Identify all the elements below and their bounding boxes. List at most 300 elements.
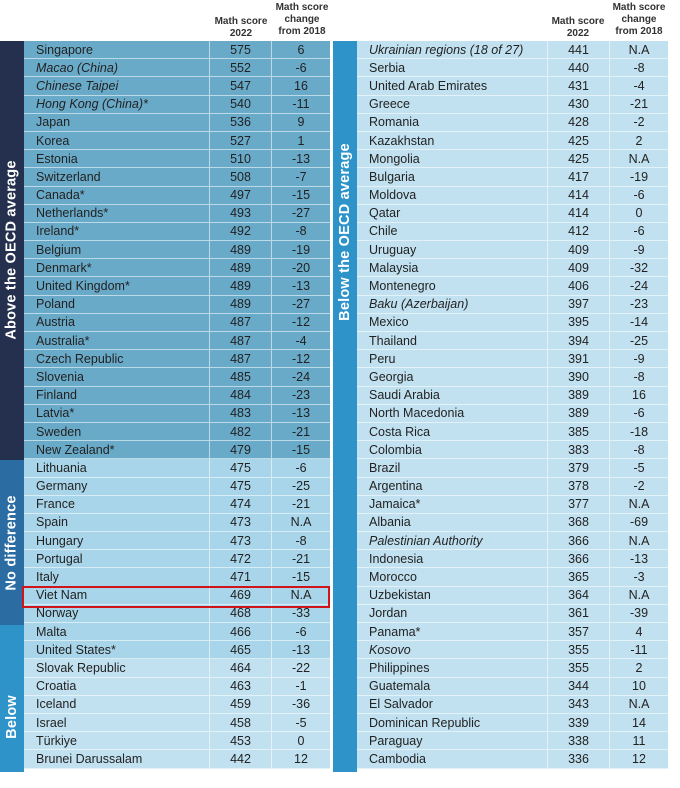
country-cell: Spain: [24, 514, 210, 531]
country-cell: Estonia: [24, 150, 210, 167]
country-cell: Brazil: [357, 459, 548, 476]
score-cell: 475: [210, 478, 272, 495]
country-cell: Chile: [357, 223, 548, 240]
country-cell: Argentina: [357, 478, 548, 495]
table-row: [24, 550, 330, 568]
change-cell: -15: [291, 442, 311, 457]
table-row: [357, 550, 668, 568]
table-row: [357, 96, 668, 114]
score-cell: 417: [548, 168, 610, 185]
change-cell: N.A: [628, 588, 650, 603]
country-cell: Saudi Arabia: [357, 387, 548, 404]
country-cell: North Macedonia: [357, 405, 548, 422]
change-cell: -6: [295, 60, 307, 75]
country-cell: Finland: [24, 387, 210, 404]
country-cell: Germany: [24, 478, 210, 495]
score-cell: 385: [548, 423, 610, 440]
country-cell: Japan: [24, 114, 210, 131]
country-cell: Slovak Republic: [24, 659, 210, 676]
score-cell: 464: [210, 659, 272, 676]
change-cell: 9: [297, 115, 305, 130]
country-cell: Palestinian Authority: [357, 532, 548, 549]
score-cell: 484: [210, 387, 272, 404]
table-row: [357, 514, 668, 532]
score-cell: 397: [548, 296, 610, 313]
change-cell: 0: [635, 206, 643, 221]
table-row: [24, 441, 330, 459]
country-cell: Uruguay: [357, 241, 548, 258]
change-cell: -6: [295, 460, 307, 475]
table-row: [357, 587, 668, 605]
score-cell: 468: [210, 605, 272, 622]
score-cell: 473: [210, 514, 272, 531]
table-row: [357, 641, 668, 659]
table-row: [24, 59, 330, 77]
header-math-score: [210, 16, 272, 40]
country-cell: Macao (China): [24, 59, 210, 76]
table-row: [357, 405, 668, 423]
country-cell: Italy: [24, 568, 210, 585]
score-cell: 428: [548, 114, 610, 131]
change-cell: -23: [629, 297, 649, 312]
change-cell: N.A: [290, 588, 312, 603]
table-row: [357, 350, 668, 368]
score-cell: 414: [548, 205, 610, 222]
change-cell: N.A: [290, 515, 312, 530]
change-cell: -8: [633, 442, 645, 457]
change-cell: -3: [633, 570, 645, 585]
table-row: [357, 223, 668, 241]
country-cell: Slovenia: [24, 368, 210, 385]
score-cell: 441: [548, 41, 610, 58]
change-cell: -5: [633, 460, 645, 475]
table-row: [357, 659, 668, 677]
score-cell: 527: [210, 132, 272, 149]
change-cell: -27: [291, 297, 311, 312]
score-cell: 366: [548, 550, 610, 567]
score-cell: 489: [210, 241, 272, 258]
change-cell: -4: [295, 333, 307, 348]
change-cell: -36: [291, 697, 311, 712]
change-cell: -6: [633, 224, 645, 239]
country-cell: Portugal: [24, 550, 210, 567]
table-row: [24, 496, 330, 514]
group-label-below-oecd: [333, 41, 357, 772]
table-row: [24, 114, 330, 132]
score-cell: 489: [210, 296, 272, 313]
table-row: [357, 168, 668, 186]
table-row: [357, 423, 668, 441]
score-cell: 485: [210, 368, 272, 385]
score-cell: 394: [548, 332, 610, 349]
change-cell: -25: [291, 479, 311, 494]
country-cell: Philippines: [357, 659, 548, 676]
table-row: [357, 205, 668, 223]
change-cell: 2: [635, 660, 643, 675]
change-cell: -21: [291, 551, 311, 566]
table-row: [24, 623, 330, 641]
score-cell: 482: [210, 423, 272, 440]
score-cell: 475: [210, 459, 272, 476]
change-cell: N.A: [628, 533, 650, 548]
country-cell: Israel: [24, 714, 210, 731]
country-cell: Colombia: [357, 441, 548, 458]
score-cell: 463: [210, 678, 272, 695]
country-cell: Indonesia: [357, 550, 548, 567]
score-cell: 487: [210, 332, 272, 349]
table-row: [357, 623, 668, 641]
score-cell: 355: [548, 641, 610, 658]
change-cell: -21: [291, 424, 311, 439]
score-cell: 489: [210, 259, 272, 276]
score-cell: 465: [210, 641, 272, 658]
country-cell: Georgia: [357, 368, 548, 385]
change-cell: -2: [633, 115, 645, 130]
score-cell: 466: [210, 623, 272, 640]
right-header: [333, 0, 668, 41]
change-cell: -6: [633, 188, 645, 203]
country-cell: Peru: [357, 350, 548, 367]
change-cell: -7: [295, 169, 307, 184]
table-row: [24, 277, 330, 295]
table-row: [24, 259, 330, 277]
country-cell: Albania: [357, 514, 548, 531]
country-cell: Switzerland: [24, 168, 210, 185]
change-cell: -8: [633, 369, 645, 384]
change-cell: 16: [632, 388, 646, 403]
change-cell: -8: [295, 224, 307, 239]
change-cell: 12: [632, 751, 646, 766]
country-cell: Hungary: [24, 532, 210, 549]
table-row: [357, 59, 668, 77]
table-row: [24, 405, 330, 423]
country-cell: Australia*: [24, 332, 210, 349]
change-cell: -15: [291, 188, 311, 203]
score-cell: 472: [210, 550, 272, 567]
change-cell: 11: [632, 733, 646, 748]
score-cell: 471: [210, 568, 272, 585]
change-cell: 0: [297, 733, 305, 748]
table-row: [357, 150, 668, 168]
country-cell: Korea: [24, 132, 210, 149]
score-cell: 391: [548, 350, 610, 367]
country-cell: Dominican Republic: [357, 714, 548, 731]
table-row: [357, 714, 668, 732]
country-cell: Latvia*: [24, 405, 210, 422]
header-change-line1-right: Math score: [612, 2, 666, 13]
change-cell: -39: [629, 606, 649, 621]
change-cell: -18: [629, 424, 649, 439]
change-cell: -6: [295, 624, 307, 639]
score-cell: 409: [548, 241, 610, 258]
change-cell: 14: [632, 715, 646, 730]
table-row: [24, 150, 330, 168]
table-row: [357, 277, 668, 295]
header-change-line2-right: change: [621, 14, 657, 25]
change-cell: 6: [297, 42, 305, 57]
table-row: [357, 132, 668, 150]
score-cell: 357: [548, 623, 610, 640]
table-row: [24, 241, 330, 259]
table-row: [24, 132, 330, 150]
score-cell: 395: [548, 314, 610, 331]
country-cell: Iceland: [24, 696, 210, 713]
left-header: [0, 0, 330, 41]
country-cell: Paraguay: [357, 732, 548, 749]
viet-nam-highlight-box: [22, 586, 330, 608]
table-row: [24, 678, 330, 696]
country-cell: Costa Rica: [357, 423, 548, 440]
change-cell: N.A: [628, 497, 650, 512]
change-cell: 12: [294, 751, 308, 766]
header-score-line1: Math score: [214, 16, 268, 27]
header-change-line3-right: from 2018: [615, 26, 663, 37]
country-cell: El Salvador: [357, 696, 548, 713]
change-cell: -24: [291, 369, 311, 384]
score-cell: 365: [548, 568, 610, 585]
country-cell: Lithuania: [24, 459, 210, 476]
score-cell: 497: [210, 187, 272, 204]
change-cell: -33: [291, 606, 311, 621]
score-cell: 390: [548, 368, 610, 385]
country-cell: France: [24, 496, 210, 513]
change-cell: -12: [291, 351, 311, 366]
country-cell: Austria: [24, 314, 210, 331]
change-cell: -9: [633, 242, 645, 257]
change-cell: -24: [629, 279, 649, 294]
country-cell: Serbia: [357, 59, 548, 76]
table-row: [357, 696, 668, 714]
table-row: [24, 187, 330, 205]
change-cell: -13: [291, 151, 311, 166]
group-label-above: [0, 41, 24, 460]
score-cell: 536: [210, 114, 272, 131]
score-cell: 378: [548, 478, 610, 495]
change-cell: -20: [291, 260, 311, 275]
table-row: [24, 532, 330, 550]
score-cell: 409: [548, 259, 610, 276]
score-cell: 430: [548, 96, 610, 113]
table-row: [24, 568, 330, 586]
country-cell: Morocco: [357, 568, 548, 585]
change-cell: N.A: [628, 42, 650, 57]
score-cell: 453: [210, 732, 272, 749]
change-cell: -23: [291, 388, 311, 403]
header-score-line2-right: 2022: [566, 28, 590, 39]
country-cell: Ireland*: [24, 223, 210, 240]
left-rows: [24, 41, 330, 769]
score-cell: 489: [210, 277, 272, 294]
country-cell: Kosovo: [357, 641, 548, 658]
change-cell: 1: [297, 133, 305, 148]
table-row: [357, 678, 668, 696]
change-cell: -27: [291, 206, 311, 221]
country-cell: Hong Kong (China)*: [24, 96, 210, 113]
country-cell: Poland: [24, 296, 210, 313]
score-cell: 508: [210, 168, 272, 185]
country-cell: Türkiye: [24, 732, 210, 749]
change-cell: N.A: [628, 151, 650, 166]
change-cell: -19: [629, 169, 649, 184]
country-cell: Cambodia: [357, 750, 548, 767]
table-row: [357, 750, 668, 768]
country-cell: Panama*: [357, 623, 548, 640]
score-cell: 379: [548, 459, 610, 476]
table-row: [24, 368, 330, 386]
score-cell: 547: [210, 77, 272, 94]
score-cell: 469: [210, 587, 272, 604]
country-cell: New Zealand*: [24, 441, 210, 458]
country-cell: Czech Republic: [24, 350, 210, 367]
score-cell: 473: [210, 532, 272, 549]
country-cell: United States*: [24, 641, 210, 658]
score-cell: 425: [548, 132, 610, 149]
change-cell: -13: [291, 406, 311, 421]
country-cell: Norway: [24, 605, 210, 622]
change-cell: N.A: [628, 697, 650, 712]
change-cell: -25: [629, 333, 649, 348]
country-cell: Croatia: [24, 678, 210, 695]
table-row: [357, 532, 668, 550]
table-row: [24, 168, 330, 186]
change-cell: -5: [295, 715, 307, 730]
change-cell: -15: [291, 570, 311, 585]
table-row: [357, 77, 668, 95]
score-cell: 492: [210, 223, 272, 240]
country-cell: Jamaica*: [357, 496, 548, 513]
country-cell: Brunei Darussalam: [24, 750, 210, 767]
change-cell: -69: [629, 515, 649, 530]
table-row: [24, 659, 330, 677]
table-row: [24, 96, 330, 114]
country-cell: Qatar: [357, 205, 548, 222]
country-cell: Canada*: [24, 187, 210, 204]
score-cell: 361: [548, 605, 610, 622]
country-cell: United Kingdom*: [24, 277, 210, 294]
score-cell: 459: [210, 696, 272, 713]
table-row: [357, 314, 668, 332]
table-row: [24, 223, 330, 241]
table-row: [24, 205, 330, 223]
change-cell: -13: [291, 279, 311, 294]
table-row: [24, 478, 330, 496]
country-cell: Chinese Taipei: [24, 77, 210, 94]
change-cell: -8: [633, 60, 645, 75]
table-row: [24, 641, 330, 659]
change-cell: -22: [291, 660, 311, 675]
score-cell: 552: [210, 59, 272, 76]
header-math-score-right: [547, 16, 609, 40]
change-cell: -8: [295, 533, 307, 548]
header-score-line1-right: Math score: [551, 16, 605, 27]
table-row: [357, 332, 668, 350]
header-score-change-right: [609, 2, 669, 38]
score-cell: 493: [210, 205, 272, 222]
header-score-change: [272, 2, 332, 38]
header-change-line1: Math score: [275, 2, 329, 13]
table-row: [24, 350, 330, 368]
change-cell: -14: [629, 315, 649, 330]
change-cell: -11: [630, 642, 648, 657]
score-cell: 368: [548, 514, 610, 531]
score-cell: 425: [548, 150, 610, 167]
country-cell: Singapore: [24, 41, 210, 58]
table-row: [357, 459, 668, 477]
country-cell: Sweden: [24, 423, 210, 440]
group-label-below-oecd-text: Below the OECD average: [337, 142, 353, 321]
change-cell: -9: [633, 351, 645, 366]
table-row: [24, 77, 330, 95]
score-cell: 377: [548, 496, 610, 513]
table-row: [357, 478, 668, 496]
table-row: [24, 41, 330, 59]
table-row: [357, 496, 668, 514]
score-cell: 483: [210, 405, 272, 422]
score-cell: 364: [548, 587, 610, 604]
table-row: [24, 332, 330, 350]
country-cell: Netherlands*: [24, 205, 210, 222]
table-row: [357, 187, 668, 205]
left-table: [0, 0, 330, 766]
score-cell: 338: [548, 732, 610, 749]
score-cell: 487: [210, 350, 272, 367]
country-cell: Denmark*: [24, 259, 210, 276]
table-row: [357, 114, 668, 132]
group-label-below-text: Below: [4, 694, 21, 739]
country-cell: Guatemala: [357, 678, 548, 695]
group-label-above-text: Above the OECD average: [4, 160, 21, 340]
change-cell: -4: [633, 78, 645, 93]
table-row: [357, 732, 668, 750]
country-cell: Mexico: [357, 314, 548, 331]
change-cell: -1: [295, 679, 307, 694]
country-cell: Thailand: [357, 332, 548, 349]
change-cell: 4: [635, 624, 643, 639]
group-label-no-difference-text: No difference: [4, 494, 21, 591]
table-row: [24, 732, 330, 750]
table-row: [24, 296, 330, 314]
change-cell: -19: [291, 242, 311, 257]
country-cell: Uzbekistan: [357, 587, 548, 604]
score-cell: 474: [210, 496, 272, 513]
score-cell: 540: [210, 96, 272, 113]
score-cell: 479: [210, 441, 272, 458]
country-cell: Ukrainian regions (18 of 27): [357, 41, 548, 58]
score-cell: 339: [548, 714, 610, 731]
country-cell: Greece: [357, 96, 548, 113]
country-cell: Viet Nam: [24, 587, 210, 604]
change-cell: -2: [633, 479, 645, 494]
table-row: [357, 259, 668, 277]
score-cell: 431: [548, 77, 610, 94]
table-row: [24, 514, 330, 532]
table-row: [24, 459, 330, 477]
score-cell: 389: [548, 405, 610, 422]
country-cell: Mongolia: [357, 150, 548, 167]
score-cell: 442: [210, 750, 272, 767]
score-cell: 343: [548, 696, 610, 713]
change-cell: -11: [292, 97, 310, 112]
table-row: [24, 423, 330, 441]
score-cell: 458: [210, 714, 272, 731]
header-change-line2: change: [284, 14, 320, 25]
country-cell: Montenegro: [357, 277, 548, 294]
change-cell: -13: [629, 551, 649, 566]
change-cell: -21: [291, 497, 311, 512]
table-row: [357, 441, 668, 459]
score-cell: 336: [548, 750, 610, 767]
change-cell: 10: [632, 679, 646, 694]
